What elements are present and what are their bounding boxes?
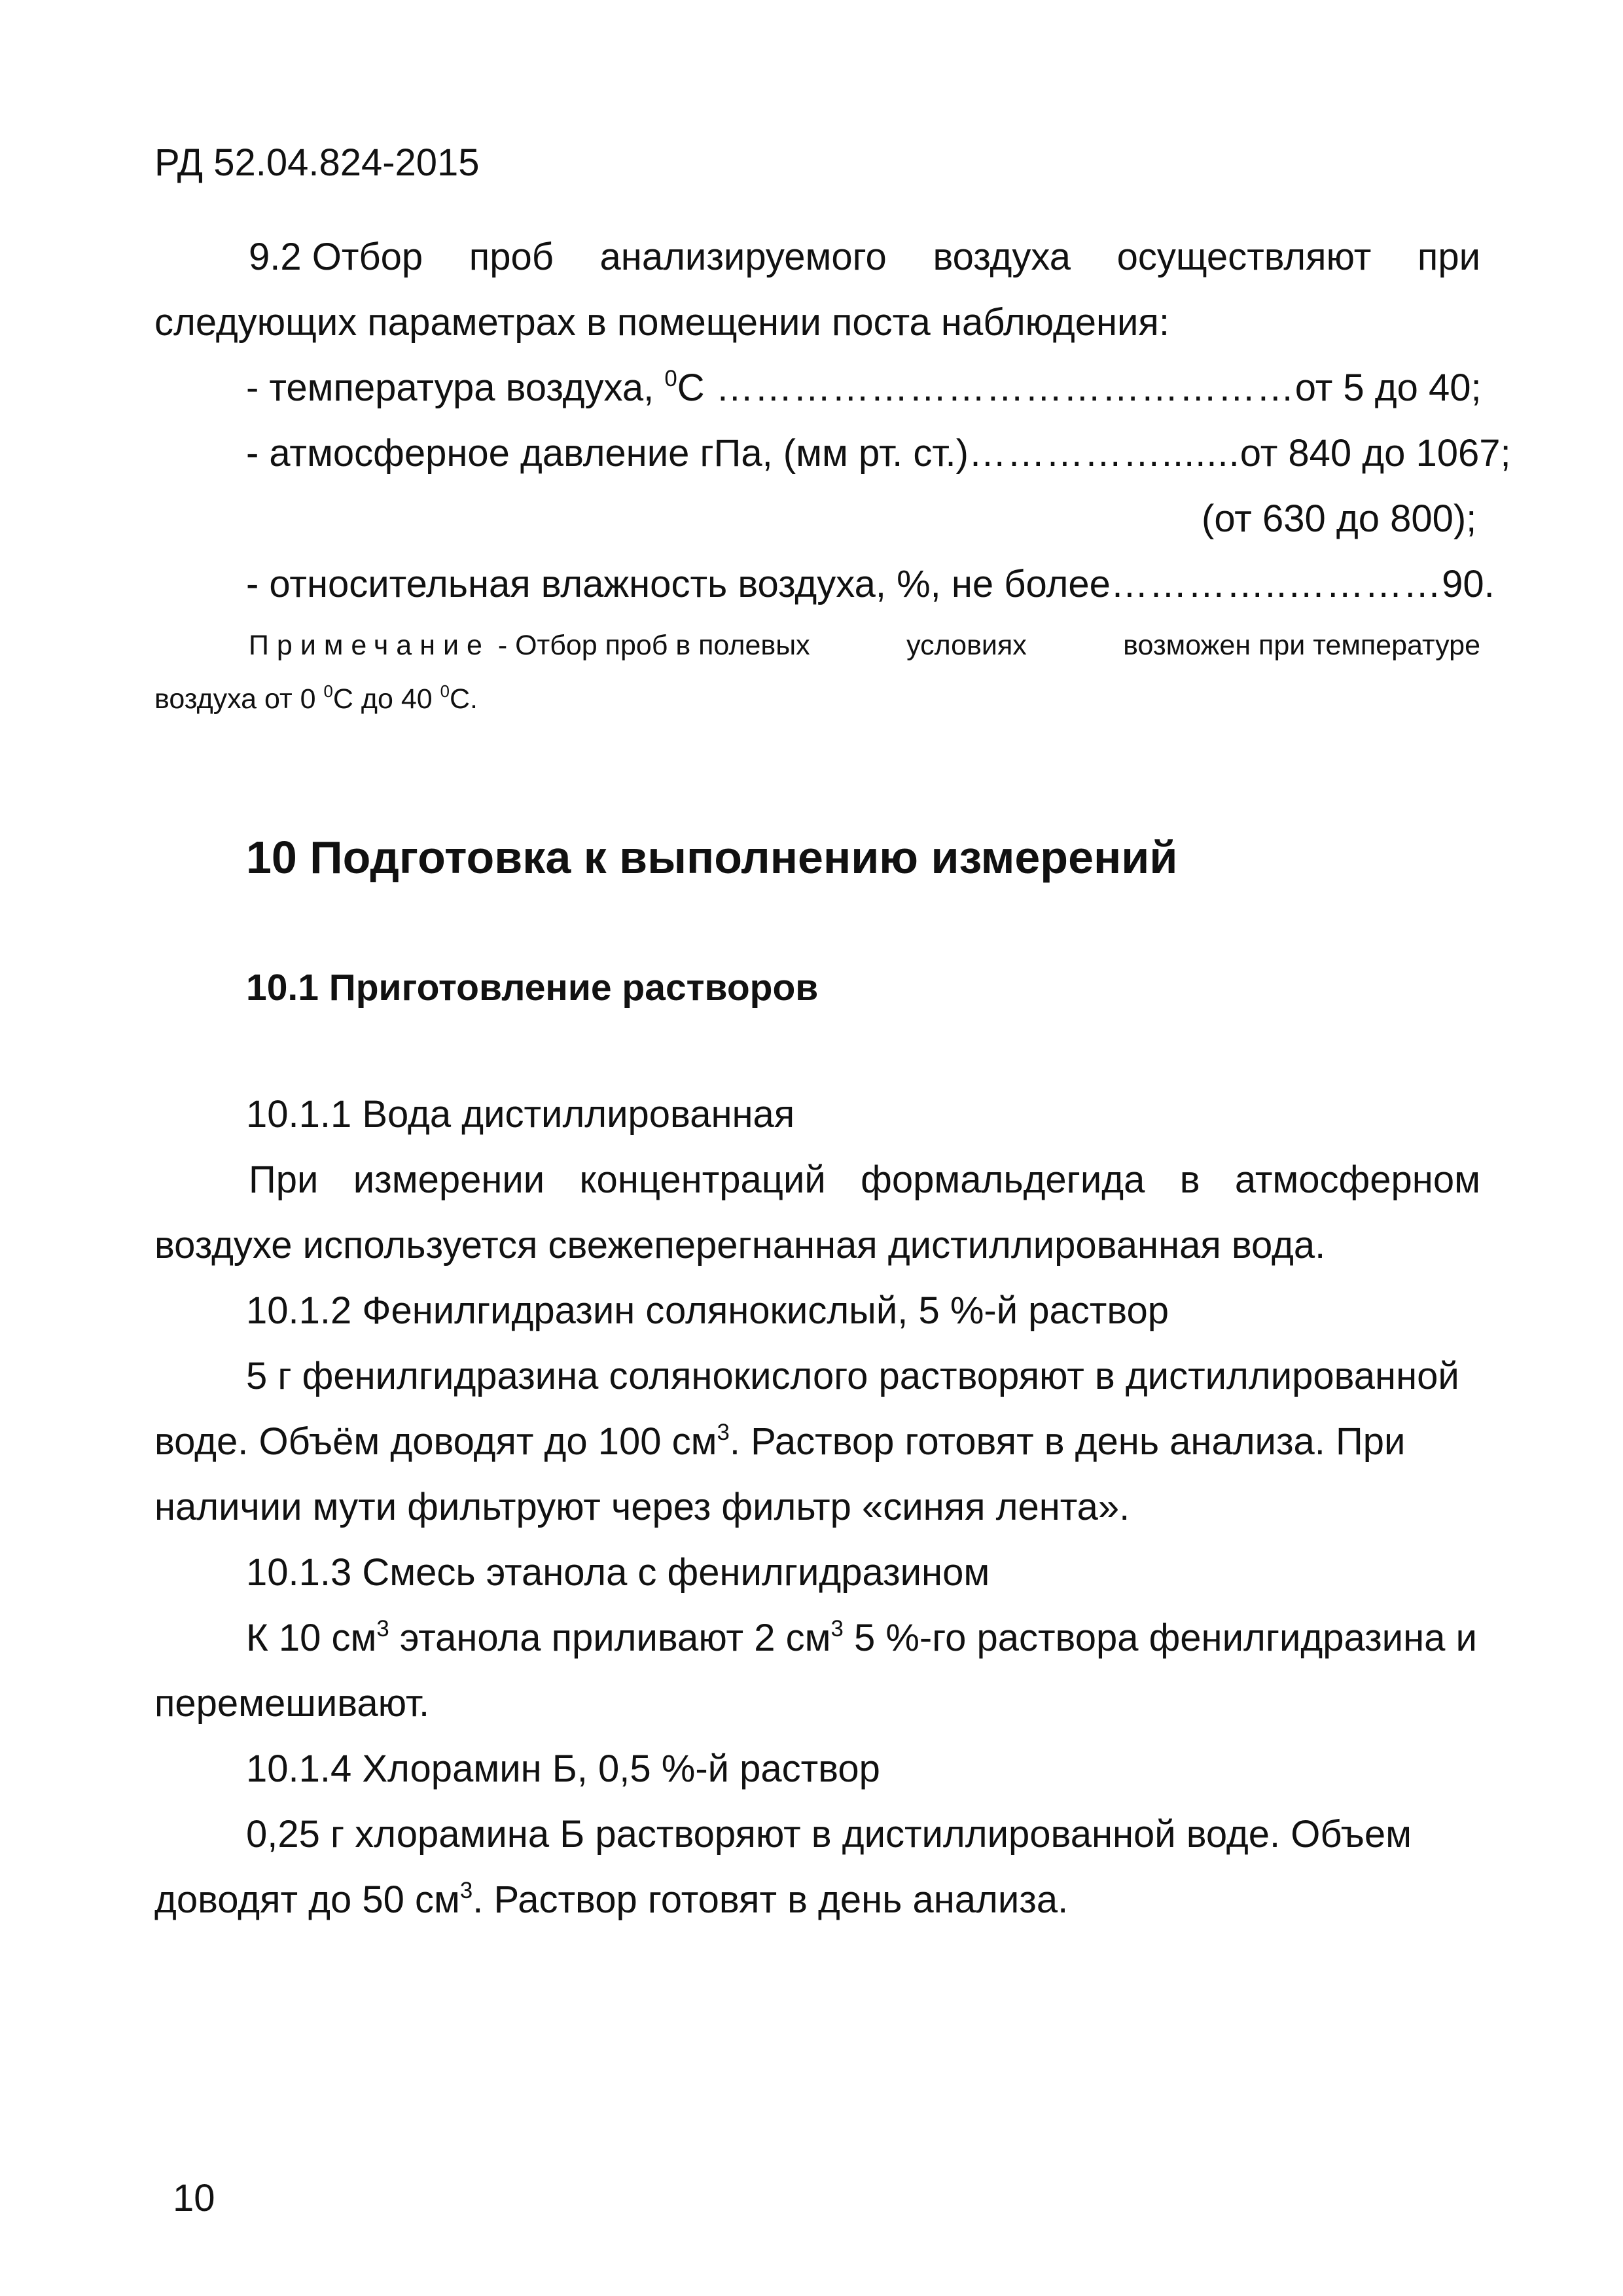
superscript: 0 [664,365,677,391]
page-number: 10 [173,2177,215,2219]
word: концентраций [579,1158,826,1201]
param-value: 90. [1442,563,1495,605]
param-unit: С [677,367,705,409]
item-10-1-2-line-3: наличии мути фильтруют через фильтр «синяя лента». [154,1486,1130,1528]
word: возможен при температуре [1123,630,1480,661]
item-10-1-2-line-2 [154,1419,1405,1465]
param-pressure-mmhg: (от 630 до 800); [1202,497,1477,540]
text: К 10 см [246,1617,377,1659]
superscript: 0 [323,683,333,702]
word: в [1179,1158,1200,1201]
text: этанола приливают 2 см [389,1617,831,1659]
param-label: - относительная влажность воздуха, %, не более [246,563,1111,605]
leader-dots: …………..………… [1110,563,1442,605]
param-pressure [246,431,1511,476]
section-10-heading: 10 Подготовка к выполнению измерений [246,832,1178,883]
document-code: РД 52.04.824-2015 [154,141,480,184]
superscript: 3 [376,1615,389,1641]
word: осуществляют [1116,236,1372,278]
word: формальдегида [861,1158,1145,1201]
leader-dots: ……………....... [968,432,1240,475]
param-temperature [246,365,1482,411]
superscript: 3 [717,1419,730,1445]
leader-dots: ……………………………………… [704,367,1295,409]
note-text: С до 40 [332,683,440,715]
note-text [249,627,810,664]
text: доводят до 50 см [154,1878,460,1921]
text: 5 %-го раствора фенилгидразина и [843,1617,1477,1659]
word: атмосферном [1234,1158,1480,1201]
param-value: от 840 до 1067; [1240,432,1511,475]
section-10-1-heading: 10.1 Приготовление растворов [246,967,819,1009]
superscript: 0 [440,683,450,702]
item-10-1-3-title: 10.1.3 Смесь этанола с фенилгидразином [246,1551,990,1594]
param-label: - атмосферное давление гПа, (мм рт. ст.) [246,432,969,475]
note-text: С. [449,683,478,715]
word: проб [469,236,554,278]
section-9-2-line-1 [249,234,1480,280]
text: . Раствор готовят в день анализа. При [729,1420,1406,1463]
text: . Раствор готовят в день анализа. [473,1878,1069,1921]
param-label: - температура воздуха, [246,367,665,409]
word: При [249,1158,319,1201]
word: при [1417,236,1480,278]
item-10-1-1-title: 10.1.1 Вода дистиллированная [246,1093,795,1136]
item-10-1-2-line-1: 5 г фенилгидразина солянокислого растворяют в дистиллированной [246,1355,1459,1397]
item-10-1-4-line-1: 0,25 г хлорамина Б растворяют в дистиллированной воде. Объем [246,1813,1412,1856]
superscript: 3 [459,1877,473,1903]
word: измерении [353,1158,545,1201]
item-10-1-1-line-2: воздухе используется свежеперегнанная дистиллированная вода. [154,1224,1326,1266]
item-10-1-4-line-2 [154,1877,1068,1923]
word: 9.2 Отбор [249,236,423,278]
param-value: от 5 до 40; [1294,367,1482,409]
note-label: Примечание [249,630,490,661]
superscript: 3 [830,1615,844,1641]
item-10-1-3-line-1 [246,1615,1477,1661]
word: условиях [906,630,1027,661]
item-10-1-2-title: 10.1.2 Фенилгидразин солянокислый, 5 %-й раствор [246,1289,1169,1332]
note-line-1 [249,627,1480,664]
item-10-1-3-line-2: перемешивают. [154,1682,430,1725]
word: - Отбор проб в полевых [497,630,810,661]
text: воде. Объём доводят до 100 см [154,1420,717,1463]
note-line-2 [154,681,478,717]
section-9-2-line-2: следующих параметрах в помещении поста наблюдения: [154,301,1169,344]
item-10-1-4-title: 10.1.4 Хлорамин Б, 0,5 %-й раствор [246,1748,880,1790]
item-10-1-1-line-1 [249,1157,1480,1203]
word: анализируемого [599,236,887,278]
note-text: воздуха от 0 [154,683,324,715]
word: воздуха [933,236,1071,278]
param-humidity [246,562,1495,607]
